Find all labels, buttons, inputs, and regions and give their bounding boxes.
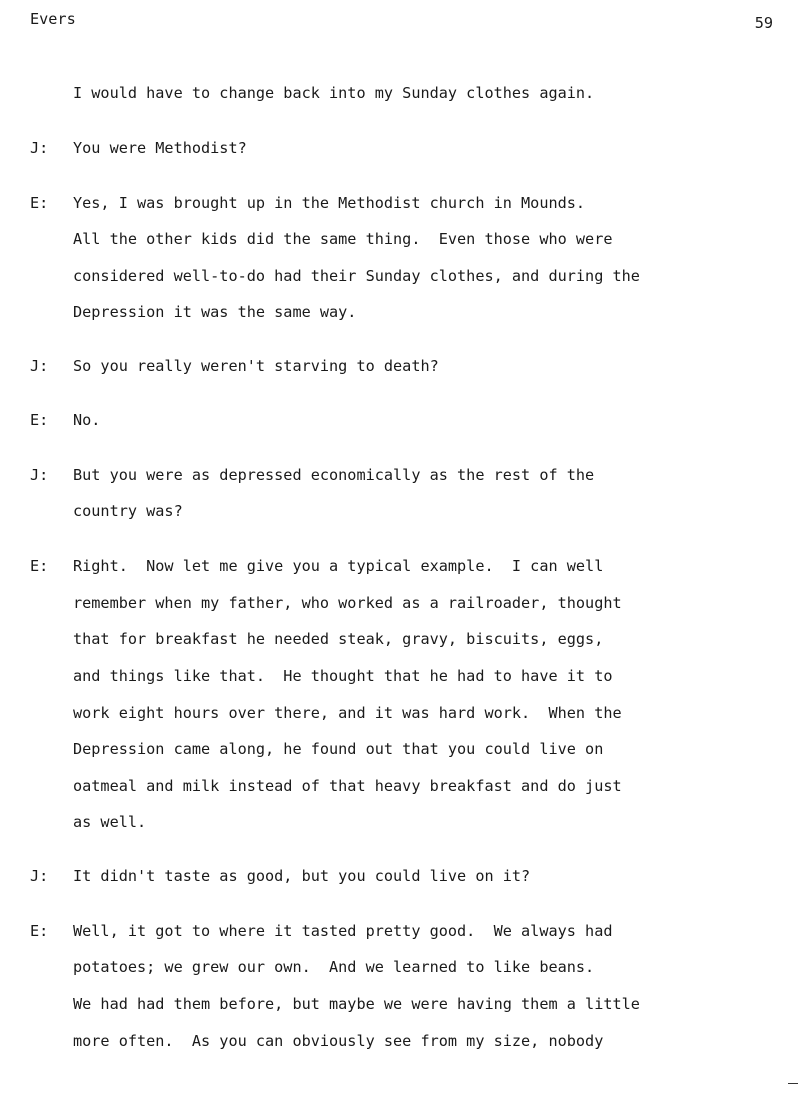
- text-line: All the other kids did the same thing. Even those who were: [73, 230, 613, 248]
- text-line: work eight hours over there, and it was hard work. When the: [73, 704, 622, 722]
- scan-mark: [788, 1083, 798, 1084]
- text-line: oatmeal and milk instead of that heavy breakfast and do just: [73, 777, 622, 795]
- speaker-label: J:: [30, 139, 49, 157]
- speaker-label: E:: [30, 922, 49, 940]
- text-line: potatoes; we grew our own. And we learned to like beans.: [73, 958, 595, 976]
- text-line: Yes, I was brought up in the Methodist church in Mounds.: [73, 194, 586, 212]
- speaker-label: J:: [30, 867, 49, 885]
- text-line: remember when my father, who worked as a railroader, thought: [73, 594, 622, 612]
- text-line: that for breakfast he needed steak, gravy, biscuits, eggs,: [73, 630, 604, 648]
- text-line: country was?: [73, 502, 183, 520]
- text-line: We had had them before, but maybe we were having them a little: [73, 995, 640, 1013]
- speaker-label: J:: [30, 357, 49, 375]
- text-line: It didn't taste as good, but you could live on it?: [73, 867, 531, 885]
- speaker-label: E:: [30, 194, 49, 212]
- document-header-name: Evers: [30, 10, 76, 28]
- text-line: as well.: [73, 813, 147, 831]
- text-line: No.: [73, 411, 101, 429]
- text-line: But you were as depressed economically as the rest of the: [73, 466, 595, 484]
- text-line: I would have to change back into my Sunday clothes again.: [73, 84, 595, 102]
- text-line: and things like that. He thought that he had to have it to: [73, 667, 613, 685]
- text-line: Right. Now let me give you a typical example. I can well: [73, 557, 604, 575]
- text-line: You were Methodist?: [73, 139, 247, 157]
- text-line: Well, it got to where it tasted pretty good. We always had: [73, 922, 613, 940]
- text-line: more often. As you can obviously see from my size, nobody: [73, 1032, 604, 1050]
- speaker-label: J:: [30, 466, 49, 484]
- speaker-label: E:: [30, 411, 49, 429]
- text-line: Depression came along, he found out that you could live on: [73, 740, 604, 758]
- text-line: Depression it was the same way.: [73, 303, 357, 321]
- text-line: So you really weren't starving to death?: [73, 357, 439, 375]
- page-number: 59: [754, 14, 773, 32]
- text-line: considered well-to-do had their Sunday clothes, and during the: [73, 267, 640, 285]
- speaker-label: E:: [30, 557, 49, 575]
